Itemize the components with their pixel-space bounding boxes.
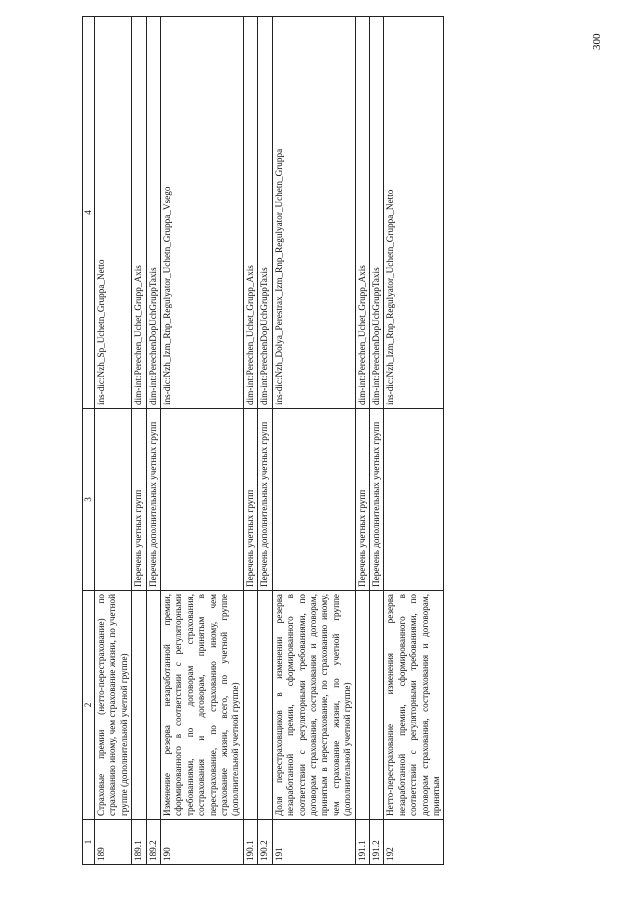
row-code: dim-int:PerechenDopUchGruppTaxis (146, 17, 160, 409)
table-row (355, 17, 369, 865)
row-number: 189.1 (132, 820, 146, 865)
row-col3: Перечень учетных групп (132, 409, 146, 591)
row-col3: Перечень дополнительных учетных групп (369, 409, 383, 591)
row-code: dim-int:Perechen_Uchet_Grupp_Axis (355, 17, 369, 409)
row-description (132, 591, 146, 820)
table-row (258, 17, 272, 865)
table-row (161, 17, 244, 865)
row-description (258, 591, 272, 820)
row-number: 189 (95, 820, 132, 865)
table-header-row (83, 17, 95, 865)
row-description: Нетто-перестрахование изменения резерва незаработанной премии, сформированного в соответствии с регуляторными требованиями, по договорам страхования, сострахования и договорам, принятым (384, 591, 444, 820)
header-col-3: 3 (83, 409, 95, 591)
row-code: dim-int:PerechenDopUchGruppTaxis (258, 17, 272, 409)
row-col3: Перечень учетных групп (355, 409, 369, 591)
row-number: 189.2 (146, 820, 160, 865)
row-number: 192 (384, 820, 444, 865)
row-description (243, 591, 257, 820)
row-code: dim-int:Perechen_Uchet_Grupp_Axis (243, 17, 257, 409)
table-row (95, 17, 132, 865)
table-row (132, 17, 146, 865)
table-row (369, 17, 383, 865)
row-code: ins-dic:Nzh_Izm_Rnp_Regulyator_Uchetn_Gruppa_Vsego (161, 17, 244, 409)
rotated-table-container (82, 45, 582, 865)
row-number: 191 (272, 820, 355, 865)
row-col3: Перечень дополнительных учетных групп (146, 409, 160, 591)
row-description: Страховые премии (нетто-перестрахование) по страхованию иному, чем страхование жизни, по учетной группе (дополнительной учетной группе) (95, 591, 132, 820)
row-code: ins-dic:Nzh_Dolya_Perestrax_Izm_Rnp_Regulyator_Uchetn_Gruppa (272, 17, 355, 409)
row-col3 (384, 409, 444, 591)
table-row (384, 17, 444, 865)
row-number: 190.2 (258, 820, 272, 865)
row-code: dim-int:PerechenDopUchGruppTaxis (369, 17, 383, 409)
row-code: ins-dic:Nzh_Sp_Uchetn_Gruppa_Netto (95, 17, 132, 409)
row-description (146, 591, 160, 820)
table-row (272, 17, 355, 865)
row-number: 190.1 (243, 820, 257, 865)
row-description: Доля перестраховщиков в изменении резерва незаработанной премии, сформированного в соответствии с регуляторными требованиями, по договорам страхования, сострахования и договорам, принятым в перестрахование, по страхованию иному, чем страхование жизни, по учетной группе (дополнительной учетной группе) (272, 591, 355, 820)
row-number: 190 (161, 820, 244, 865)
header-col-2: 2 (83, 591, 95, 820)
document-page (82, 45, 582, 865)
table-row (243, 17, 257, 865)
row-col3: Перечень дополнительных учетных групп (258, 409, 272, 591)
row-code: ins-dic:Nzh_Izm_Rnp_Regulyator_Uchetn_Gruppa_Netto (384, 17, 444, 409)
row-code: dim-int:Perechen_Uchet_Grupp_Axis (132, 17, 146, 409)
row-col3 (161, 409, 244, 591)
row-number: 191.2 (369, 820, 383, 865)
table-row (146, 17, 160, 865)
row-col3 (272, 409, 355, 591)
header-col-1: 1 (83, 820, 95, 865)
header-col-4: 4 (83, 17, 95, 409)
row-description: Изменение резерва незаработанной премии, сформированного в соответствии с регуляторными требованиями, по договорам страхования, сострахования и договорам, принятым в перестрахование, по страхованию иному, чем страхование жизни, всего, по учетной группе (дополнительной учетной группе) (161, 591, 244, 820)
row-col3 (95, 409, 132, 591)
page-number: 300 (591, 33, 603, 50)
row-number: 191.1 (355, 820, 369, 865)
data-table (82, 16, 444, 865)
row-description (355, 591, 369, 820)
row-col3: Перечень учетных групп (243, 409, 257, 591)
row-description (369, 591, 383, 820)
